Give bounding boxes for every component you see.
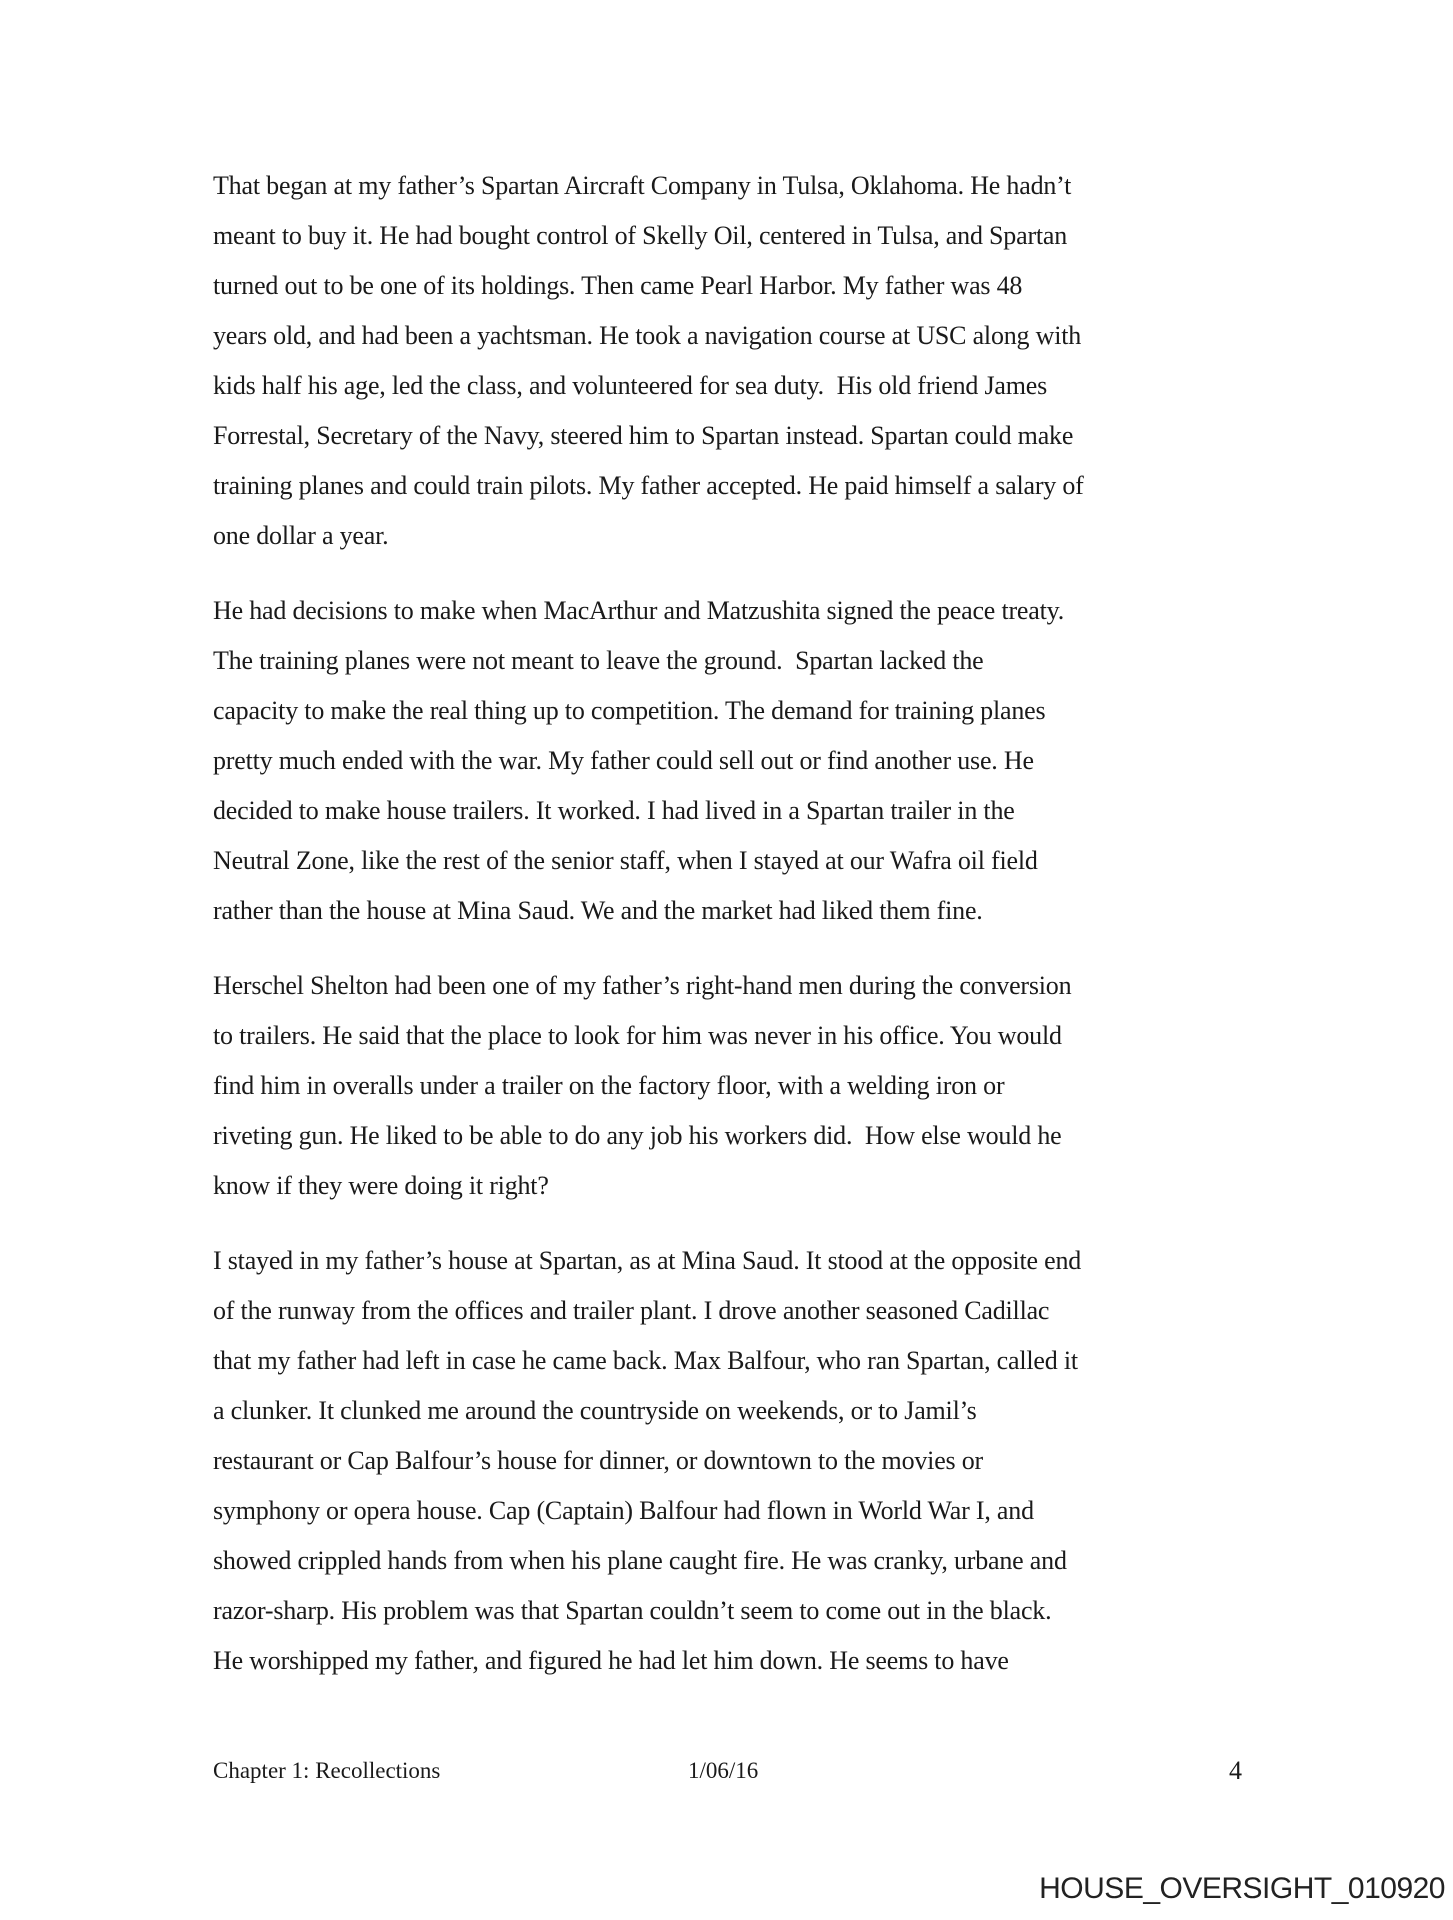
text-line: I stayed in my father’s house at Spartan, as at Mina Saud. It stood at the opposite end xyxy=(213,1246,1082,1275)
text-line: He worshipped my father, and figured he had let him down. He seems to have xyxy=(213,1646,1009,1675)
text-line: showed crippled hands from when his plane caught fire. He was cranky, urbane and xyxy=(213,1546,1067,1575)
text-line: restaurant or Cap Balfour’s house for dinner, or downtown to the movies or xyxy=(213,1446,984,1475)
text-line: The training planes were not meant to leave the ground. Spartan lacked the xyxy=(213,646,984,675)
text-line: turned out to be one of its holdings. Then came Pearl Harbor. My father was 48 xyxy=(213,271,1023,300)
text-line: find him in overalls under a trailer on the factory floor, with a welding iron or xyxy=(213,1071,1005,1100)
paragraph-1 xyxy=(213,161,1253,561)
text-line: symphony or opera house. Cap (Captain) Balfour had flown in World War I, and xyxy=(213,1496,1034,1525)
paragraph-4 xyxy=(213,1236,1253,1686)
text-line: meant to buy it. He had bought control of Skelly Oil, centered in Tulsa, and Spartan xyxy=(213,221,1068,250)
text-line: rather than the house at Mina Saud. We and the market had liked them fine. xyxy=(213,896,983,925)
text-line: one dollar a year. xyxy=(213,521,389,550)
footer-chapter-label: Chapter 1: Recollections xyxy=(213,1758,441,1783)
text-line: Neutral Zone, like the rest of the senior staff, when I stayed at our Wafra oil field xyxy=(213,846,1038,875)
footer-date: 1/06/16 xyxy=(688,1758,759,1783)
text-line: of the runway from the offices and trailer plant. I drove another seasoned Cadillac xyxy=(213,1296,1050,1325)
text-line: years old, and had been a yachtsman. He took a navigation course at USC along with xyxy=(213,321,1082,350)
text-line: capacity to make the real thing up to competition. The demand for training planes xyxy=(213,696,1046,725)
page-footer xyxy=(0,1758,1453,1798)
text-line: Forrestal, Secretary of the Navy, steered him to Spartan instead. Spartan could make xyxy=(213,421,1074,450)
paragraph-3 xyxy=(213,961,1253,1211)
bates-stamp: HOUSE_OVERSIGHT_010920 xyxy=(1039,1872,1445,1905)
text-line: kids half his age, led the class, and volunteered for sea duty. His old friend James xyxy=(213,371,1048,400)
text-line: to trailers. He said that the place to look for him was never in his office. You would xyxy=(213,1021,1062,1050)
text-line: training planes and could train pilots. My father accepted. He paid himself a salary of xyxy=(213,471,1084,500)
text-line: pretty much ended with the war. My father could sell out or find another use. He xyxy=(213,746,1034,775)
text-line: that my father had left in case he came back. Max Balfour, who ran Spartan, called it xyxy=(213,1346,1078,1375)
text-line: decided to make house trailers. It worked. I had lived in a Spartan trailer in the xyxy=(213,796,1015,825)
text-line: He had decisions to make when MacArthur and Matzushita signed the peace treaty. xyxy=(213,596,1065,625)
text-line: riveting gun. He liked to be able to do any job his workers did. How else would he xyxy=(213,1121,1062,1150)
body-text xyxy=(213,161,1253,1711)
text-line: That began at my father’s Spartan Aircraft Company in Tulsa, Oklahoma. He hadn’t xyxy=(213,171,1072,200)
footer-page-number: 4 xyxy=(1229,1756,1242,1785)
text-line: know if they were doing it right? xyxy=(213,1171,549,1200)
text-line: Herschel Shelton had been one of my father’s right-hand men during the conversion xyxy=(213,971,1072,1000)
paragraph-2 xyxy=(213,586,1253,936)
text-line: razor-sharp. His problem was that Spartan couldn’t seem to come out in the black. xyxy=(213,1596,1052,1625)
text-line: a clunker. It clunked me around the countryside on weekends, or to Jamil’s xyxy=(213,1396,977,1425)
